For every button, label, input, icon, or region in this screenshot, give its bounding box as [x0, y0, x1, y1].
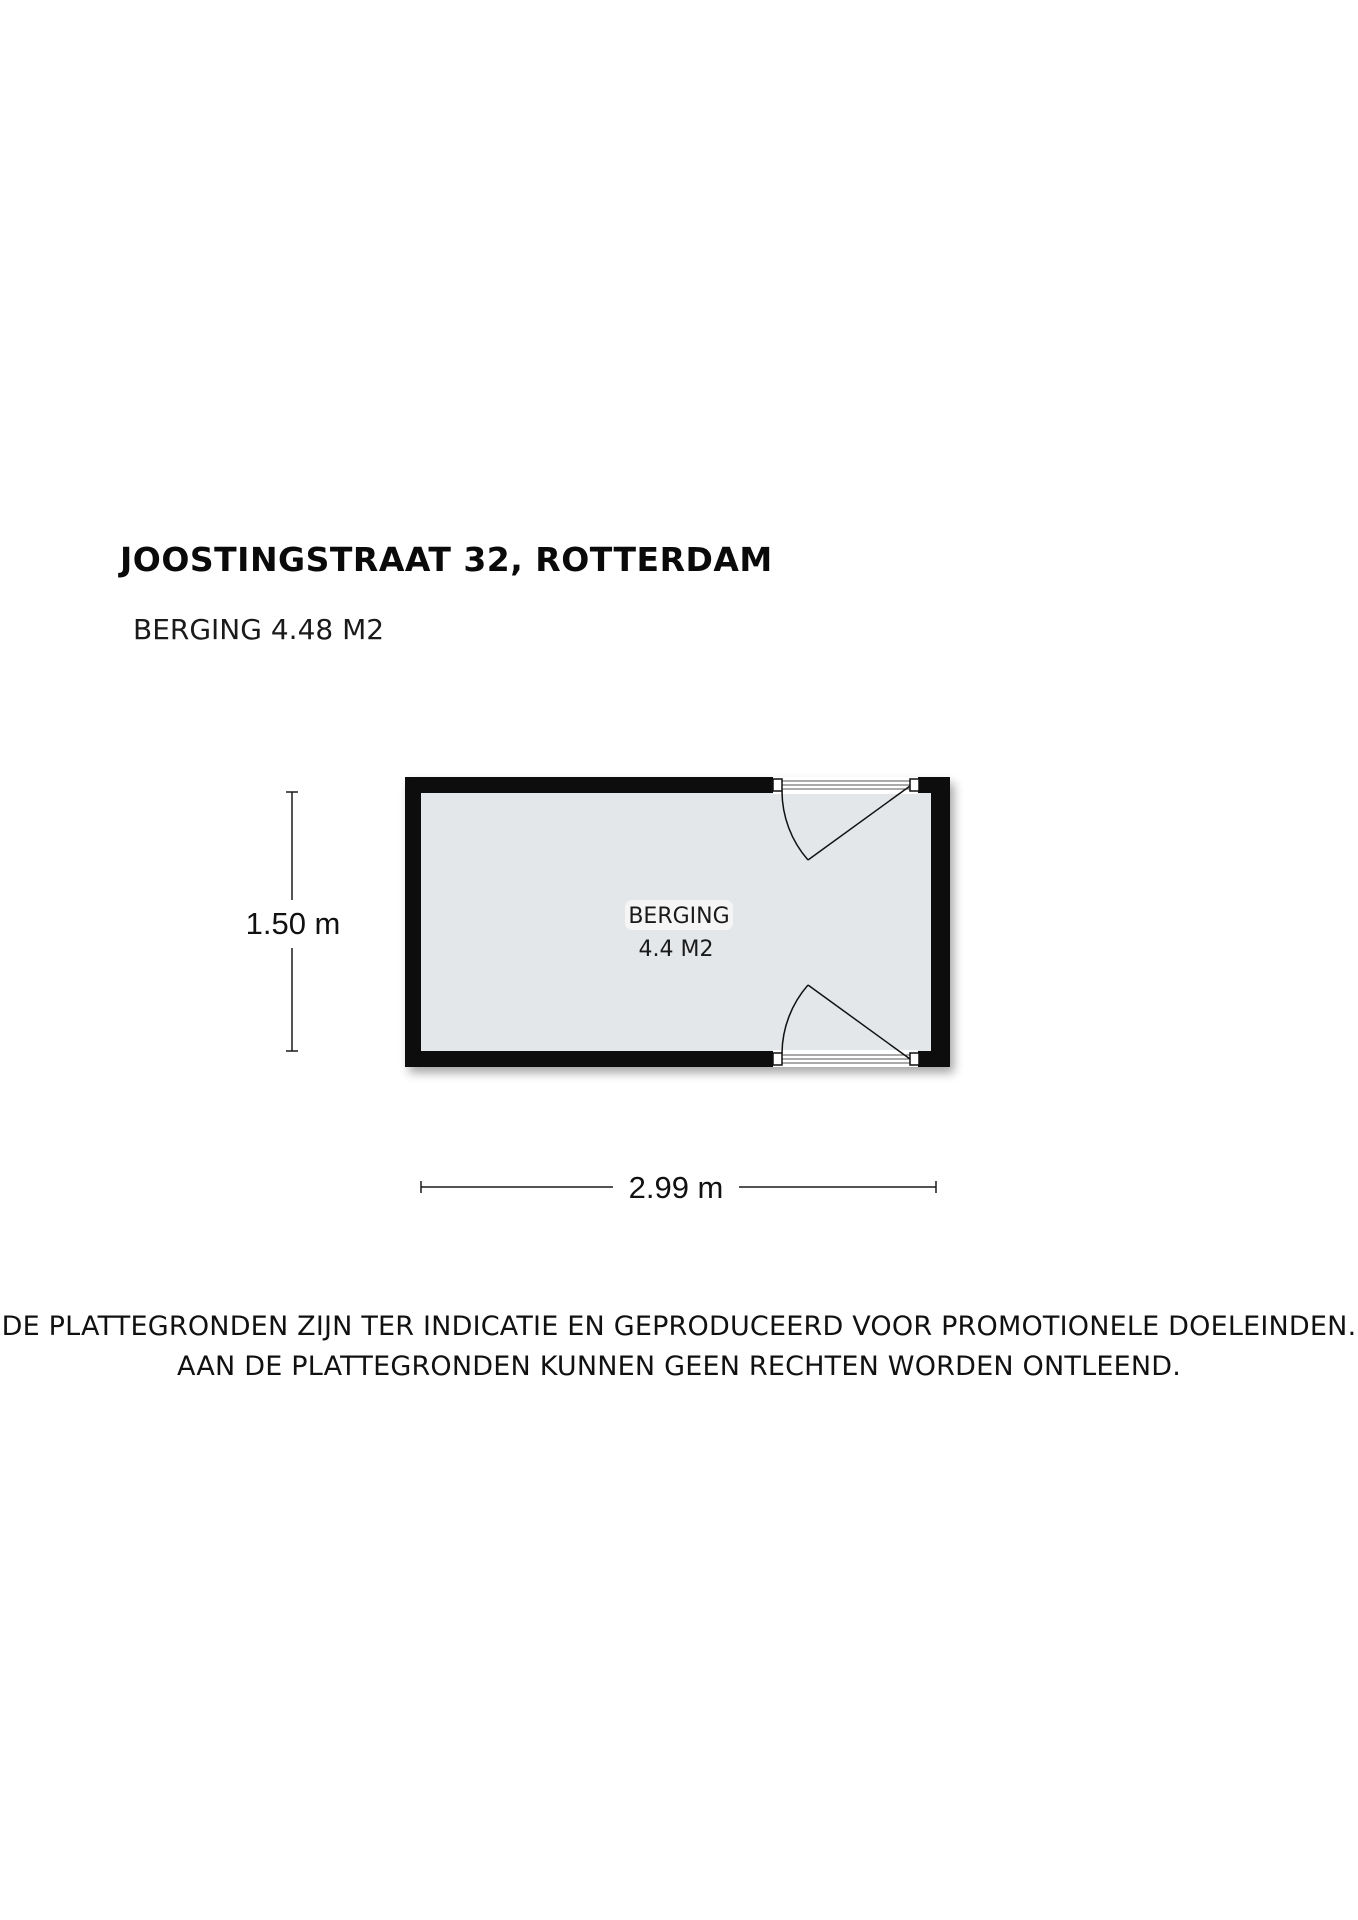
disclaimer — [0, 1307, 1358, 1387]
dimension-height-label: 1.50 m — [245, 906, 341, 941]
page-subtitle: BERGING 4.48 M2 — [133, 613, 385, 646]
door-jamb-right — [910, 1053, 919, 1065]
door-jamb-left — [773, 779, 782, 791]
door-jamb-right — [910, 779, 919, 791]
room-name: BERGING — [628, 904, 730, 929]
disclaimer-line-2: AAN DE PLATTEGRONDEN KUNNEN GEEN RECHTEN WORDEN ONTLEEND. — [176, 1351, 1182, 1382]
dimension-height — [246, 792, 341, 1051]
disclaimer-line-1: DE PLATTEGRONDEN ZIJN TER INDICATIE EN GEPRODUCEERD VOOR PROMOTIONELE DOELEINDEN. — [1, 1311, 1357, 1342]
dimension-width-label: 2.99 m — [628, 1170, 724, 1205]
door-jamb-left — [773, 1053, 782, 1065]
dimension-width — [421, 1170, 936, 1205]
room-area: 4.4 M2 — [638, 937, 714, 962]
page-title: JOOSTINGSTRAAT 32, ROTTERDAM — [120, 540, 773, 579]
